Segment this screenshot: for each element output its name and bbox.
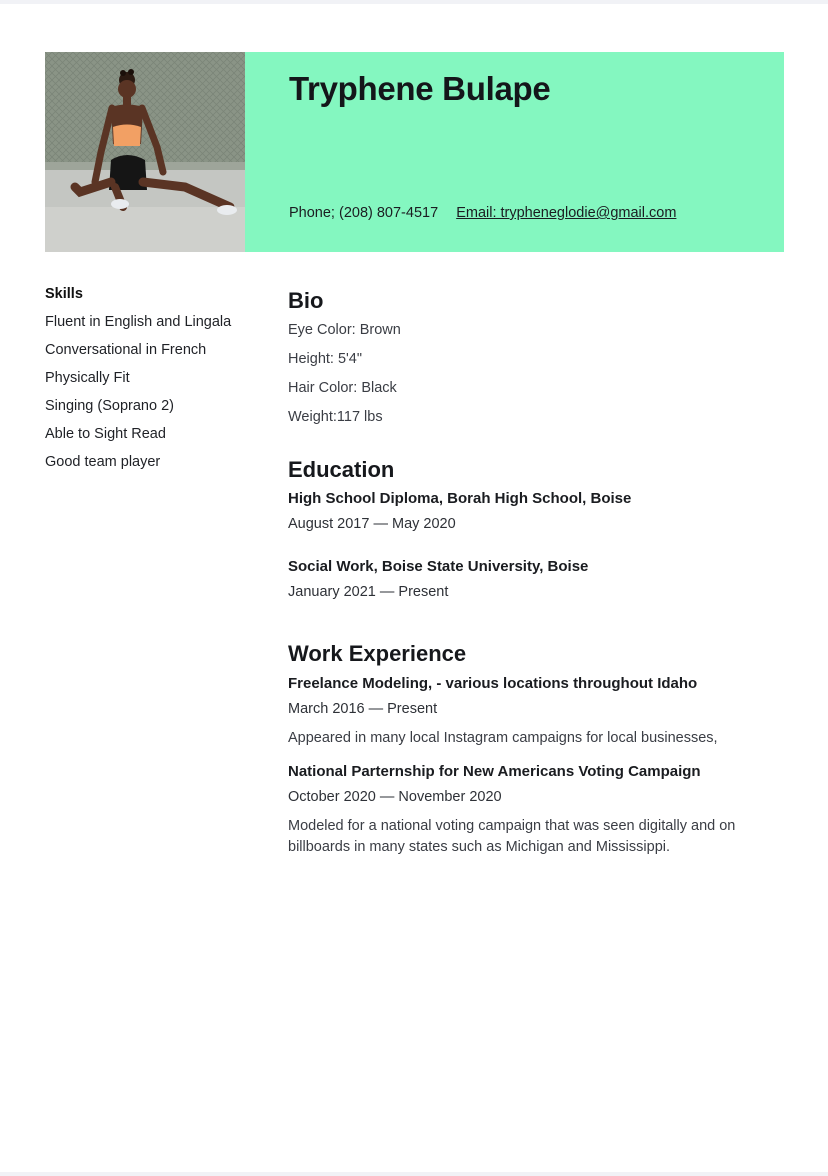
- work-item-date: March 2016 — Present: [288, 701, 438, 717]
- skill-item: Conversational in French: [45, 342, 207, 358]
- education-section: [288, 456, 788, 602]
- education-item-date: January 2021 — Present: [288, 584, 449, 600]
- education-item: [288, 489, 788, 534]
- work-item-date: October 2020 — November 2020: [288, 789, 502, 805]
- bio-line: Hair Color: Black: [288, 380, 397, 396]
- bio-line: Height: 5'4": [288, 351, 363, 367]
- skill-item: Physically Fit: [45, 370, 130, 386]
- work-section: [288, 640, 788, 858]
- work-item-title: National Parternship for New Americans Voting Campaign: [288, 763, 701, 780]
- skills-section: [45, 286, 265, 476]
- bio-title: Bio: [288, 288, 324, 313]
- skill-item: Fluent in English and Lingala: [45, 314, 232, 330]
- work-item: [288, 674, 788, 749]
- main-column: [288, 287, 788, 858]
- work-item: [288, 762, 788, 858]
- bio-line: Weight:117 lbs: [288, 409, 383, 425]
- work-title: Work Experience: [288, 641, 467, 666]
- education-item-date: August 2017 — May 2020: [288, 516, 456, 532]
- header-banner: [245, 52, 784, 252]
- email-link[interactable]: Email: trypheneglodie@gmail.com: [456, 205, 677, 221]
- profile-photo-image: [45, 52, 245, 252]
- education-item-title: Social Work, Boise State University, Boise: [288, 558, 589, 575]
- work-item-description: Appeared in many local Instagram campaigns for local businesses,: [288, 730, 718, 746]
- candidate-name: Tryphene Bulape: [289, 70, 551, 107]
- work-item-title: Freelance Modeling, - various locations throughout Idaho: [288, 675, 698, 692]
- phone-text: Phone; (208) 807-4517: [289, 205, 439, 221]
- education-title: Education: [288, 457, 395, 482]
- education-item: [288, 557, 788, 602]
- contact-line: [289, 205, 676, 221]
- profile-photo: [45, 52, 245, 252]
- skills-title: Skills: [45, 286, 83, 302]
- skill-item: Able to Sight Read: [45, 426, 166, 442]
- skill-item: Singing (Soprano 2): [45, 398, 174, 414]
- bio-section: [288, 287, 788, 432]
- skill-item: Good team player: [45, 454, 161, 470]
- education-item-title: High School Diploma, Borah High School, Boise: [288, 490, 632, 507]
- resume-page: [0, 4, 828, 1172]
- work-item-description: Modeled for a national voting campaign that was seen digitally and on billboards in many states such as Michigan and Mississippi.: [288, 818, 736, 855]
- bio-line: Eye Color: Brown: [288, 322, 401, 338]
- skills-list: [45, 308, 265, 476]
